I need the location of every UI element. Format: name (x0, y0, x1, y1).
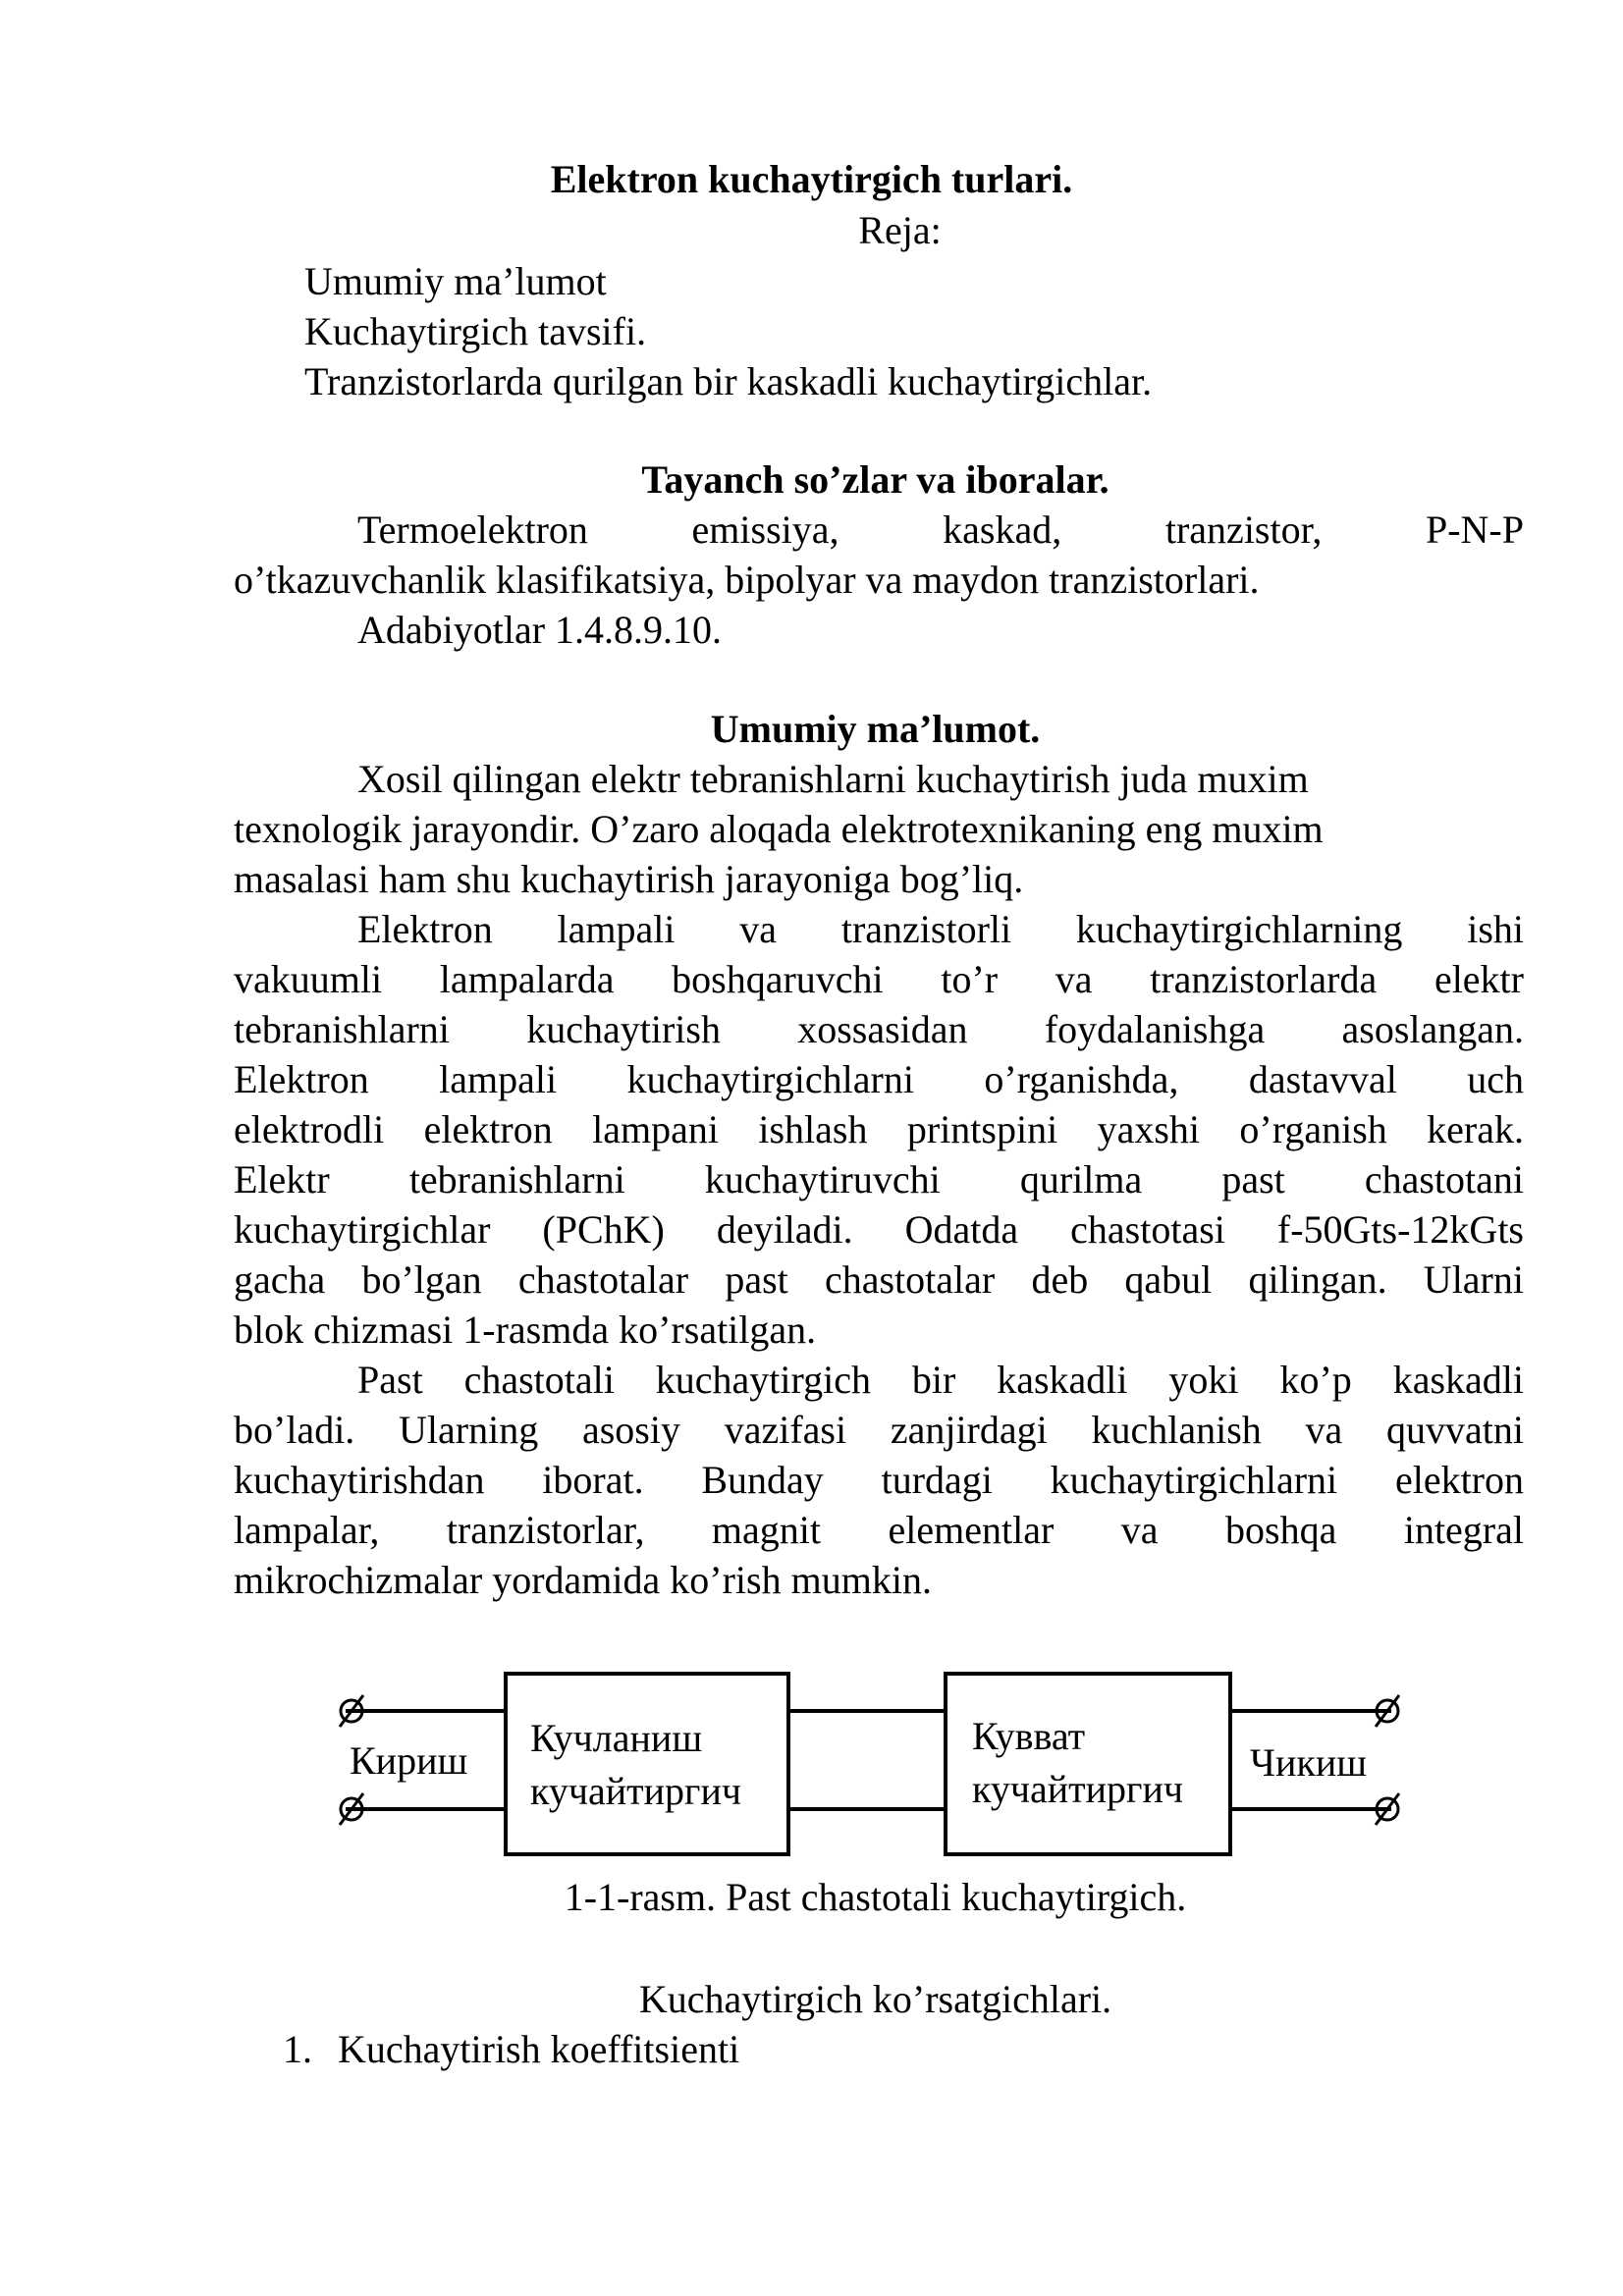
figure-caption: 1-1-rasm. Past chastotali kuchaytirgich. (564, 1875, 1187, 1919)
plan-item: Kuchaytirgich tavsifi. (304, 309, 647, 353)
paragraph-line: gacha bo’lgan chastotalar past chastotalar deb qabul qilingan. Ularni (234, 1257, 1524, 1302)
output-label: Чикиш (1250, 1740, 1368, 1785)
paragraph-line: Elektron lampali kuchaytirgichlarni o’rganishda, dastavval uch (234, 1057, 1524, 1101)
paragraph-line: Elektr tebranishlarni kuchaytiruvchi qurilma past chastotani (234, 1157, 1524, 1201)
plan-item: Umumiy ma’lumot (304, 259, 607, 303)
block1-label-line1: Кучланиш (530, 1716, 703, 1760)
list-item (283, 2025, 739, 2074)
paragraph-line: bo’ladi. Ularning asosiy vazifasi zanjirdagi kuchlanish va quvvatni (234, 1408, 1524, 1452)
paragraph-line: Past chastotali kuchaytirgich bir kaskadli yoki ko’p kaskadli (357, 1358, 1524, 1402)
paragraph-line: tebranishlarni kuchaytirish xossasidan foydalanishga asoslangan. (234, 1007, 1524, 1051)
block1-label-line2: кучайтиргич (530, 1769, 741, 1813)
voltage-amplifier-block (506, 1674, 788, 1854)
paragraph-line: vakuumli lampalarda boshqaruvchi to’r va tranzistorlarda elektr (234, 957, 1524, 1001)
paragraph-line: texnologik jarayondir. O’zaro aloqada elektrotexnikaning eng muxim (234, 807, 1324, 851)
list-item-number: 1. (283, 2027, 312, 2071)
power-amplifier-block (946, 1674, 1230, 1854)
paragraph-line: blok chizmasi 1-rasmda ko’rsatilgan. (234, 1308, 817, 1352)
indicators-heading: Kuchaytirgich ko’rsatgichlari. (638, 1977, 1112, 2021)
list-item-text: Kuchaytirish koeffitsienti (338, 2027, 740, 2071)
plan-item: Tranzistorlarda qurilgan bir kaskadli kuchaytirgichlar. (304, 359, 1153, 403)
paragraph-line: Elektron lampali va tranzistorli kuchaytirgichlarning ishi (357, 907, 1524, 951)
keywords-line: o’tkazuvchanlik klasifikatsiya, bipolyar va maydon tranzistorlari. (234, 558, 1260, 602)
paragraph-line: kuchaytirgichlar (PChK) deyiladi. Odatda chastotasi f-50Gts-12kGts (234, 1207, 1524, 1252)
paragraph-line: masalasi ham shu kuchaytirish jarayoniga bog’liq. (234, 857, 1024, 901)
page-title: Elektron kuchaytirgich turlari. (550, 157, 1073, 201)
paragraph-line: mikrochizmalar yordamida ko’rish mumkin. (234, 1558, 932, 1602)
block2-label-line2: кучайтиргич (972, 1767, 1183, 1811)
paragraph-line: Xosil qilingan elektr tebranishlarni kuchaytirish juda muxim (357, 757, 1309, 801)
input-terminal-bottom-icon (340, 1793, 363, 1825)
paragraph-line: elektrodli elektron lampani ishlash printspini yaxshi o’rganish kerak. (234, 1107, 1524, 1151)
section-heading: Umumiy ma’lumot. (710, 707, 1041, 751)
output-terminal-bottom-icon (1376, 1793, 1399, 1825)
paragraph-line: kuchaytirishdan iborat. Bunday turdagi kuchaytirgichlarni elektron (234, 1458, 1524, 1502)
plan-heading: Reja: (858, 208, 942, 252)
block2-label-line1: Кувват (972, 1714, 1086, 1758)
output-terminal-top-icon (1376, 1695, 1399, 1727)
references: Adabiyotlar 1.4.8.9.10. (357, 608, 723, 652)
input-label: Кириш (350, 1738, 468, 1783)
input-terminal-top-icon (340, 1695, 363, 1727)
keywords-line: Termoelektron emissiya, kaskad, tranzistor, P-N-P (357, 507, 1524, 552)
keywords-heading: Tayanch so’zlar va iboralar. (641, 457, 1109, 502)
paragraph-line: lampalar, tranzistorlar, magnit elementlar va boshqa integral (234, 1508, 1524, 1552)
